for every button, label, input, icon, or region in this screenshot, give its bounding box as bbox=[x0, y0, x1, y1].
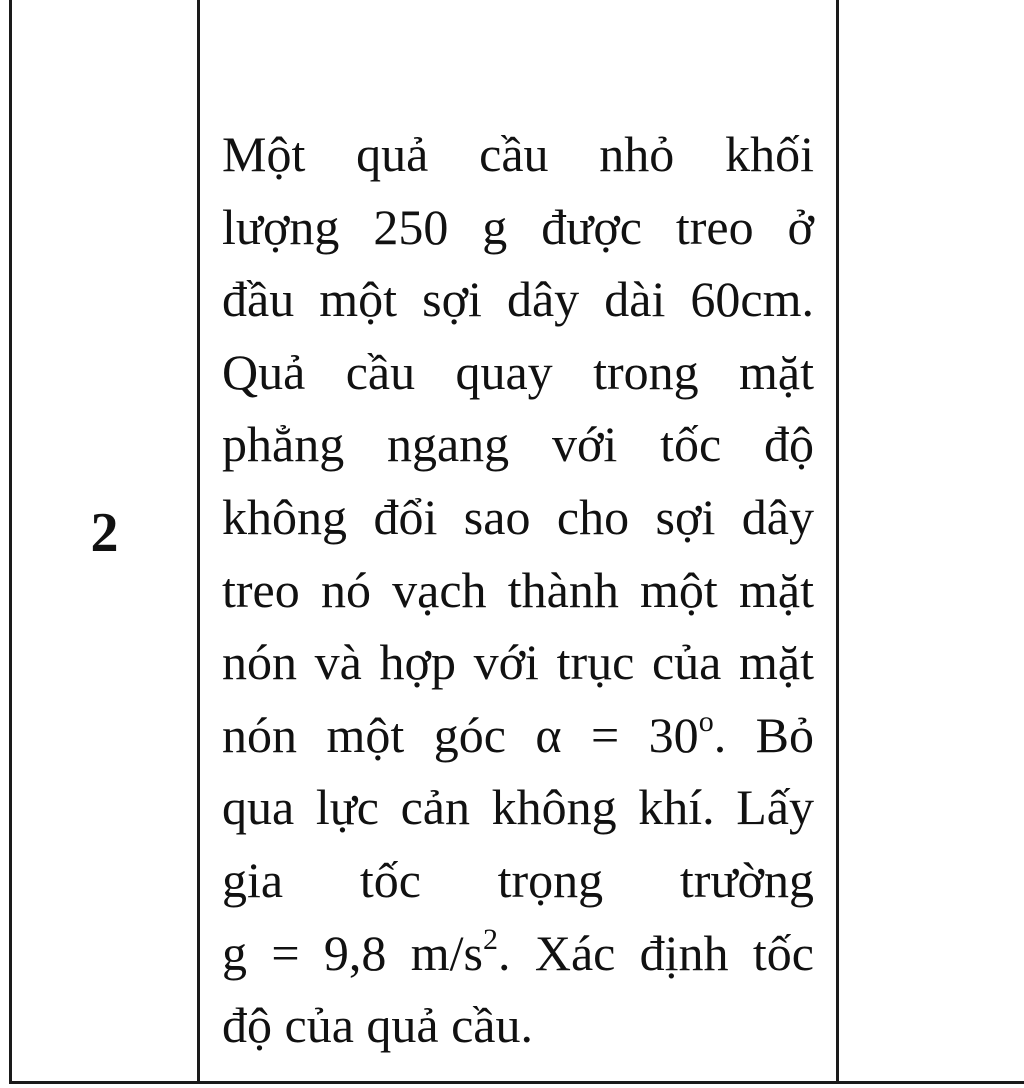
text-line: phẳng ngang với tốc độ bbox=[222, 416, 814, 473]
text-line-with-gravity bbox=[222, 917, 814, 990]
text-line: qua lực cản không khí. Lấy bbox=[222, 779, 814, 836]
text-line: Quả cầu quay trong mặt bbox=[222, 343, 814, 400]
text-line: nón và hợp với trục của mặt bbox=[222, 634, 814, 691]
text-line: treo nó vạch thành một mặt bbox=[222, 561, 814, 618]
table-border-right bbox=[836, 0, 839, 1084]
gravity-text: g = 9,8 m/s bbox=[222, 924, 483, 981]
angle-text-end: . Bỏ bbox=[713, 706, 814, 763]
text-line: Một quả cầu nhỏ khối bbox=[222, 126, 814, 182]
table-border-middle bbox=[197, 0, 200, 1084]
angle-text: nón một góc α = 30 bbox=[222, 706, 699, 763]
degree-superscript: o bbox=[698, 704, 714, 738]
text-line: không đổi sao cho sợi dây bbox=[222, 488, 814, 545]
text-line: lượng 250 g được treo ở bbox=[222, 198, 814, 255]
problem-text bbox=[222, 118, 814, 1062]
table-border-bottom bbox=[9, 1081, 1024, 1084]
text-line: gia tốc trọng trường bbox=[222, 851, 814, 908]
gravity-text-end: . Xác định tốc bbox=[497, 924, 814, 981]
text-line: đầu một sợi dây dài 60cm. bbox=[222, 271, 814, 328]
row-number: 2 bbox=[90, 502, 119, 564]
text-line-with-angle bbox=[222, 699, 814, 772]
squared-superscript: 2 bbox=[482, 922, 498, 956]
text-line: độ của quả cầu. bbox=[222, 997, 533, 1054]
